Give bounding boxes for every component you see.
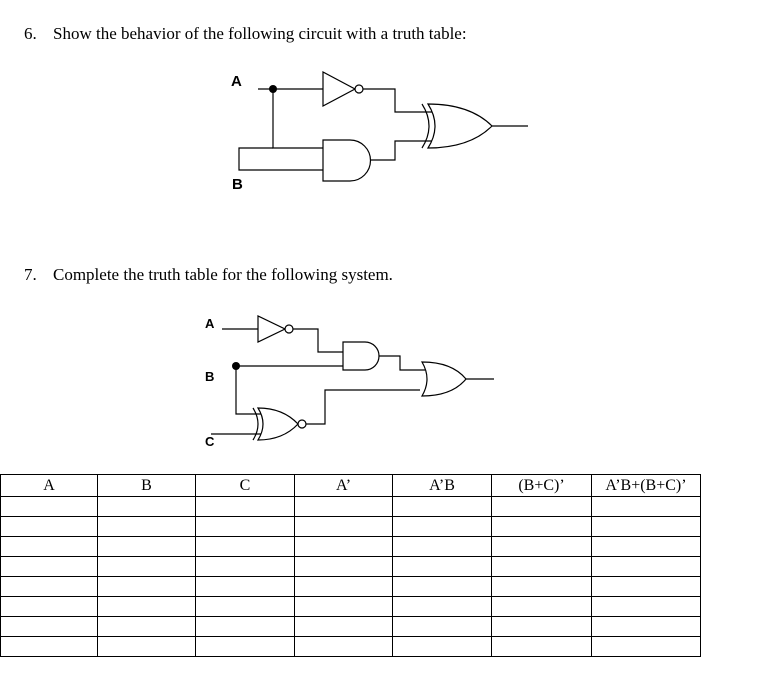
table-cell[interactable] (592, 617, 701, 637)
table-row (1, 637, 701, 657)
table-cell[interactable] (196, 517, 295, 537)
table-cell[interactable] (295, 577, 393, 597)
table-cell[interactable] (295, 557, 393, 577)
table-cell[interactable] (196, 537, 295, 557)
table-row (1, 497, 701, 517)
table-cell[interactable] (98, 517, 196, 537)
header-a-not-b: A’B (393, 475, 492, 497)
table-cell[interactable] (492, 497, 592, 517)
circuit6-input-b-label: B (232, 176, 243, 193)
table-cell[interactable] (1, 537, 98, 557)
table-cell[interactable] (592, 497, 701, 517)
table-cell[interactable] (1, 597, 98, 617)
table-cell[interactable] (98, 537, 196, 557)
header-a: A (1, 475, 98, 497)
table-cell[interactable] (592, 577, 701, 597)
truth-table (0, 474, 701, 657)
table-row (1, 537, 701, 557)
table-cell[interactable] (98, 617, 196, 637)
table-cell[interactable] (393, 617, 492, 637)
table-cell[interactable] (98, 597, 196, 617)
header-c: C (196, 475, 295, 497)
circuit7-input-a-label: A (205, 316, 215, 331)
table-cell[interactable] (196, 497, 295, 517)
table-cell[interactable] (393, 537, 492, 557)
table-cell[interactable] (1, 637, 98, 657)
table-cell[interactable] (295, 637, 393, 657)
question-6-text: Show the behavior of the following circuit with a truth table: (53, 24, 467, 43)
header-b: B (98, 475, 196, 497)
table-cell[interactable] (592, 557, 701, 577)
circuit7-nor-gate (258, 408, 298, 440)
table-row (1, 577, 701, 597)
table-cell[interactable] (1, 517, 98, 537)
table-cell[interactable] (98, 577, 196, 597)
header-a-not: A’ (295, 475, 393, 497)
table-cell[interactable] (492, 637, 592, 657)
table-cell[interactable] (196, 617, 295, 637)
table-cell[interactable] (295, 517, 393, 537)
table-cell[interactable] (393, 557, 492, 577)
table-cell[interactable] (492, 517, 592, 537)
table-cell[interactable] (393, 517, 492, 537)
circuit7-nor-gate-back (253, 408, 258, 440)
question-6-number: 6. (24, 24, 37, 43)
table-cell[interactable] (295, 617, 393, 637)
table-cell[interactable] (492, 557, 592, 577)
table-cell[interactable] (492, 577, 592, 597)
header-b-or-c-not: (B+C)’ (492, 475, 592, 497)
circuit7-or-gate (422, 362, 466, 396)
circuit7-input-c-label: C (205, 434, 215, 449)
table-cell[interactable] (393, 497, 492, 517)
table-cell[interactable] (592, 537, 701, 557)
table-row (1, 617, 701, 637)
table-cell[interactable] (295, 537, 393, 557)
question-7-text: Complete the truth table for the following system. (53, 265, 393, 284)
circuit7-wire-not-out (293, 329, 343, 352)
table-cell[interactable] (295, 497, 393, 517)
circuit7-not-gate (258, 316, 285, 342)
table-cell[interactable] (492, 617, 592, 637)
table-cell[interactable] (1, 557, 98, 577)
circuit7-not-bubble (285, 325, 293, 333)
table-cell[interactable] (492, 597, 592, 617)
table-row (1, 557, 701, 577)
table-cell[interactable] (592, 517, 701, 537)
table-row (1, 597, 701, 617)
circuit6-input-a-label: A (231, 73, 242, 90)
table-cell[interactable] (592, 597, 701, 617)
table-cell[interactable] (393, 637, 492, 657)
table-cell[interactable] (196, 637, 295, 657)
table-cell[interactable] (1, 497, 98, 517)
circuit7-wire-and-out (379, 356, 425, 370)
table-cell[interactable] (98, 557, 196, 577)
table-cell[interactable] (98, 637, 196, 657)
table-cell[interactable] (98, 497, 196, 517)
table-cell[interactable] (295, 597, 393, 617)
circuit7-wire-nor-out (306, 390, 420, 424)
circuit7-input-b-label: B (205, 369, 215, 384)
table-row (1, 517, 701, 537)
circuit7-wire-b-branch (236, 366, 262, 414)
table-cell[interactable] (1, 577, 98, 597)
table-cell[interactable] (1, 617, 98, 637)
table-cell[interactable] (196, 597, 295, 617)
header-output: A’B+(B+C)’ (592, 475, 701, 497)
truth-table-header-row (1, 475, 701, 497)
question-7-number: 7. (24, 265, 37, 284)
table-cell[interactable] (393, 597, 492, 617)
table-cell[interactable] (592, 637, 701, 657)
circuit7-and-gate (343, 342, 379, 370)
table-cell[interactable] (196, 557, 295, 577)
circuit7-nor-bubble (298, 420, 306, 428)
table-cell[interactable] (393, 577, 492, 597)
table-cell[interactable] (492, 537, 592, 557)
table-cell[interactable] (196, 577, 295, 597)
